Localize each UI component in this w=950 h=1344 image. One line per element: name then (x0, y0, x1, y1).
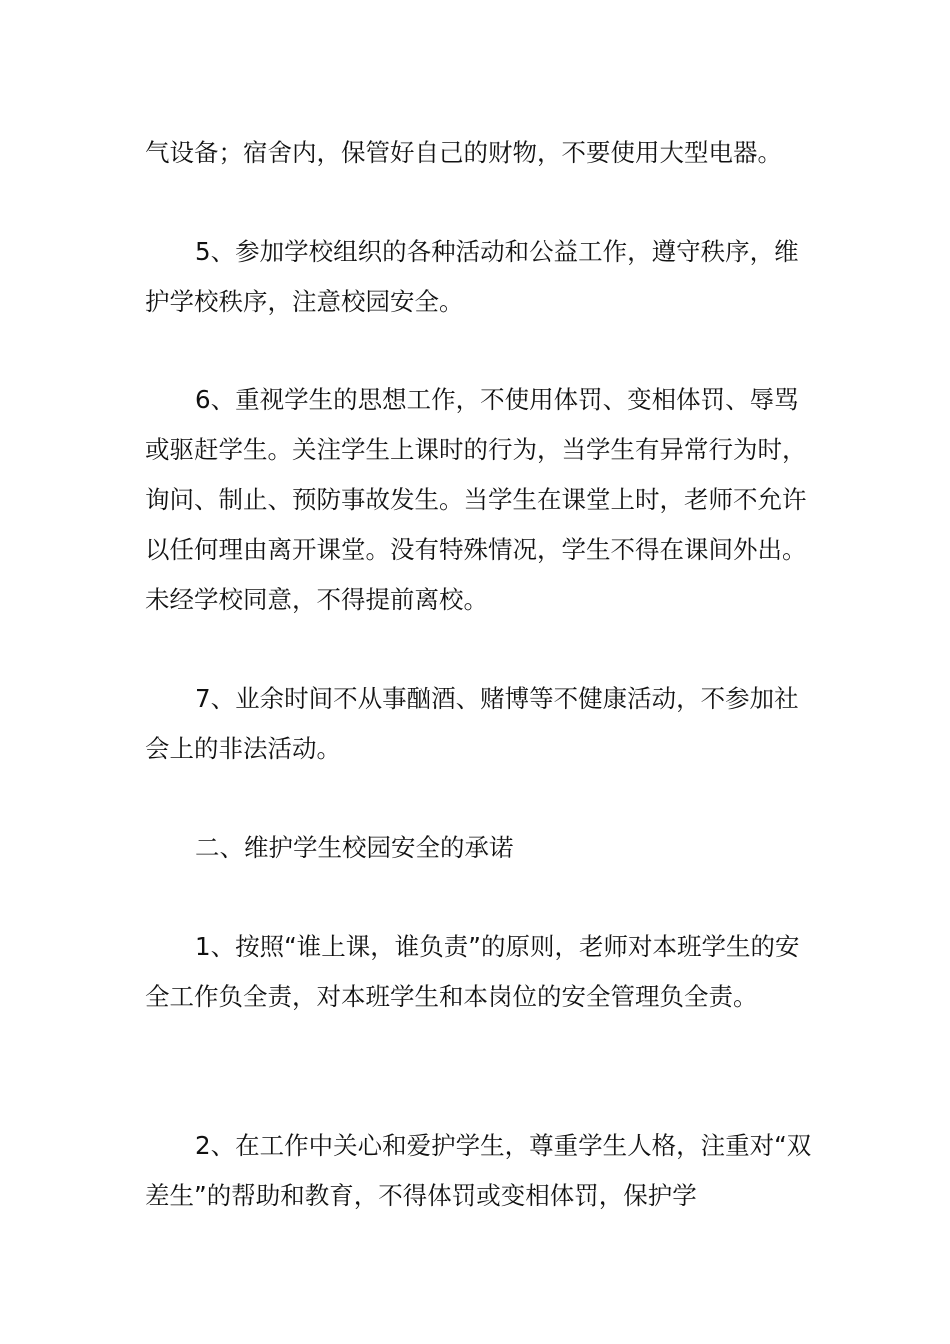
paragraph-commitment-1 (145, 922, 815, 1022)
paragraph-text: 5、参加学校组织的各种活动和公益工作，遵守秩序，维护学校秩序，注意校园安全。 (145, 237, 799, 316)
section-heading (145, 823, 815, 873)
paragraph-item-6 (145, 375, 815, 625)
paragraph-commitment-2 (145, 1121, 815, 1221)
paragraph-text: 1、按照“谁上课，谁负责”的原则，老师对本班学生的安全工作负全责，对本班学生和本岗位的安全管理负全责。 (145, 932, 800, 1011)
paragraph-text: 气设备；宿舍内，保管好自己的财物，不要使用大型电器。 (145, 138, 782, 167)
paragraph-electrical-safety (145, 128, 815, 178)
heading-text: 二、维护学生校园安全的承诺 (195, 833, 514, 862)
paragraph-item-5 (145, 227, 815, 327)
paragraph-text: 7、业余时间不从事酗酒、赌博等不健康活动，不参加社会上的非法活动。 (145, 684, 799, 763)
paragraph-item-7 (145, 674, 815, 774)
paragraph-text: 6、重视学生的思想工作，不使用体罚、变相体罚、辱骂或驱赶学生。关注学生上课时的行为，当学生有异常行为时，询问、制止、预防事故发生。当学生在课堂上时，老师不允许以任何理由离开课堂。没有特殊情况，学生不得在课间外出。未经学校同意，不得提前离校。 (145, 385, 807, 614)
paragraph-text: 2、在工作中关心和爱护学生，尊重学生人格，注重对“双差生”的帮助和教育，不得体罚或变相体罚，保护学 (145, 1131, 812, 1210)
